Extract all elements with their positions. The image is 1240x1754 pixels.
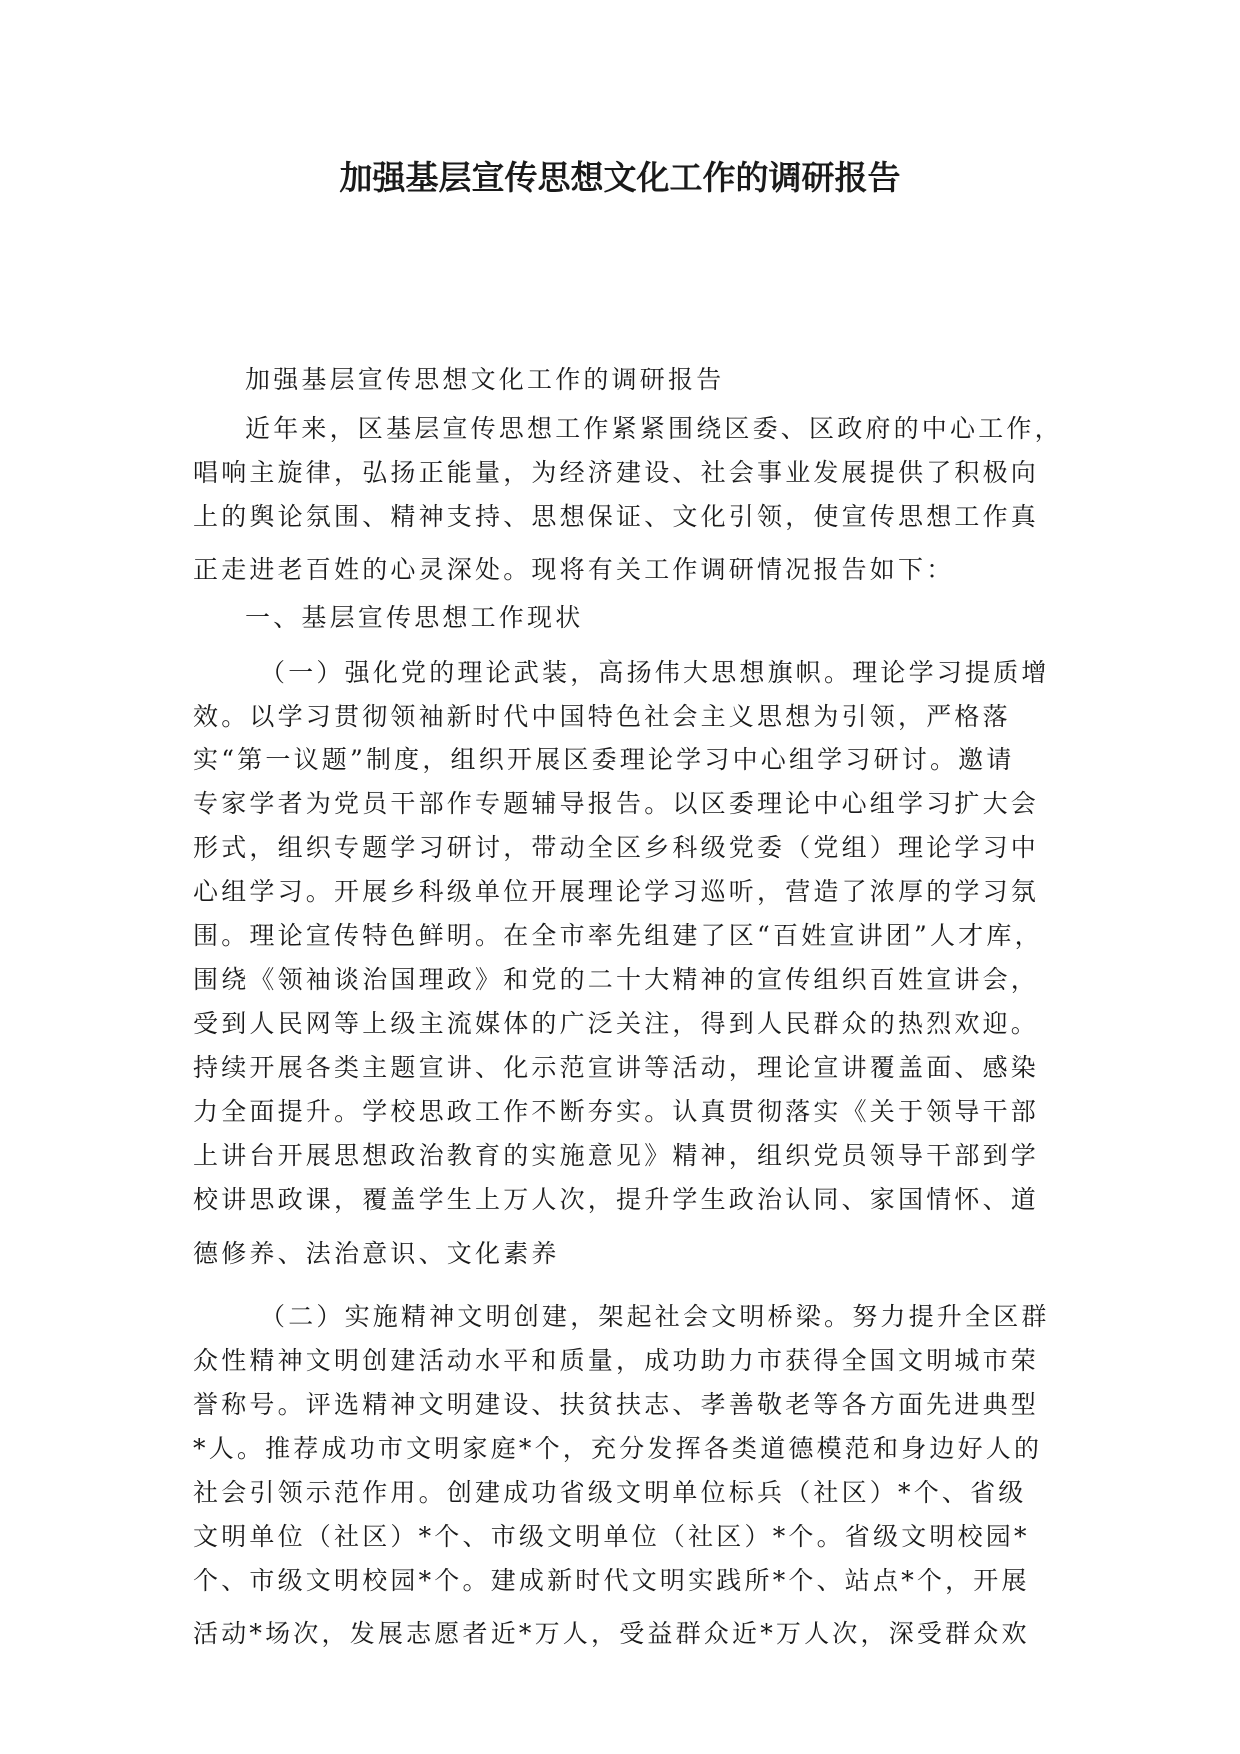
body-line: 力全面提升。学校思政工作不断夯实。认真贯彻落实《关于领导干部 — [193, 1097, 1040, 1126]
body-line: 上讲台开展思想政治教育的实施意见》精神，组织党员领导干部到学 — [193, 1141, 1040, 1170]
body-line: *人。推荐成功市文明家庭*个，充分发挥各类道德模范和身边好人的 — [193, 1434, 1043, 1463]
body-line: 德修养、法治意识、文化素养 — [193, 1239, 560, 1268]
body-line: 正走进老百姓的心灵深处。现将有关工作调研情况报告如下： — [193, 555, 955, 584]
body-line: 围。理论宣传特色鲜明。在全市率先组建了区“百姓宣讲团”人才库， — [193, 921, 1043, 950]
body-line: 效。以学习贯彻领袖新时代中国特色社会主义思想为引领，严格落 — [193, 702, 1011, 731]
section-heading: 一、基层宣传思想工作现状 — [245, 603, 584, 632]
body-line: 社会引领示范作用。创建成功省级文明单位标兵（社区）*个、省级 — [193, 1478, 1027, 1507]
body-line: 持续开展各类主题宣讲、化示范宣讲等活动，理论宣讲覆盖面、感染 — [193, 1053, 1040, 1082]
body-line: 个、市级文明校园*个。建成新时代文明实践所*个、站点*个，开展 — [193, 1566, 1030, 1595]
body-line: （二）实施精神文明创建，架起社会文明桥梁。努力提升全区群 — [260, 1302, 1050, 1331]
body-line: 唱响主旋律，弘扬正能量，为经济建设、社会事业发展提供了积极向 — [193, 458, 1040, 487]
document-title: 加强基层宣传思想文化工作的调研报告 — [339, 158, 901, 197]
body-line: 文明单位（社区）*个、市级文明单位（社区）*个。省级文明校园* — [193, 1522, 1030, 1551]
body-line: 专家学者为党员干部作专题辅导报告。以区委理论中心组学习扩大会 — [193, 789, 1040, 818]
body-subtitle: 加强基层宣传思想文化工作的调研报告 — [245, 365, 725, 394]
body-line: 众性精神文明创建活动水平和质量，成功助力市获得全国文明城市荣 — [193, 1346, 1040, 1375]
body-line: 近年来，区基层宣传思想工作紧紧围绕区委、区政府的中心工作， — [245, 414, 1063, 443]
body-line: 校讲思政课，覆盖学生上万人次，提升学生政治认同、家国情怀、道 — [193, 1185, 1040, 1214]
body-line: 形式，组织专题学习研讨，带动全区乡科级党委（党组）理论学习中 — [193, 833, 1040, 862]
body-line: 围绕《领袖谈治国理政》和党的二十大精神的宣传组织百姓宣讲会， — [193, 965, 1040, 994]
body-line: 实“第一议题”制度，组织开展区委理论学习中心组学习研讨。邀请 — [193, 745, 1015, 774]
body-line: 誉称号。评选精神文明建设、扶贫扶志、孝善敬老等各方面先进典型 — [193, 1390, 1040, 1419]
body-line: 上的舆论氛围、精神支持、思想保证、文化引领，使宣传思想工作真 — [193, 502, 1040, 531]
body-line: （一）强化党的理论武装，高扬伟大思想旗帜。理论学习提质增 — [260, 658, 1050, 687]
body-line: 心组学习。开展乡科级单位开展理论学习巡听，营造了浓厚的学习氛 — [193, 877, 1040, 906]
body-line: 受到人民网等上级主流媒体的广泛关注，得到人民群众的热烈欢迎。 — [193, 1009, 1040, 1038]
body-line: 活动*场次，发展志愿者近*万人，受益群众近*万人次，深受群众欢 — [193, 1619, 1030, 1648]
